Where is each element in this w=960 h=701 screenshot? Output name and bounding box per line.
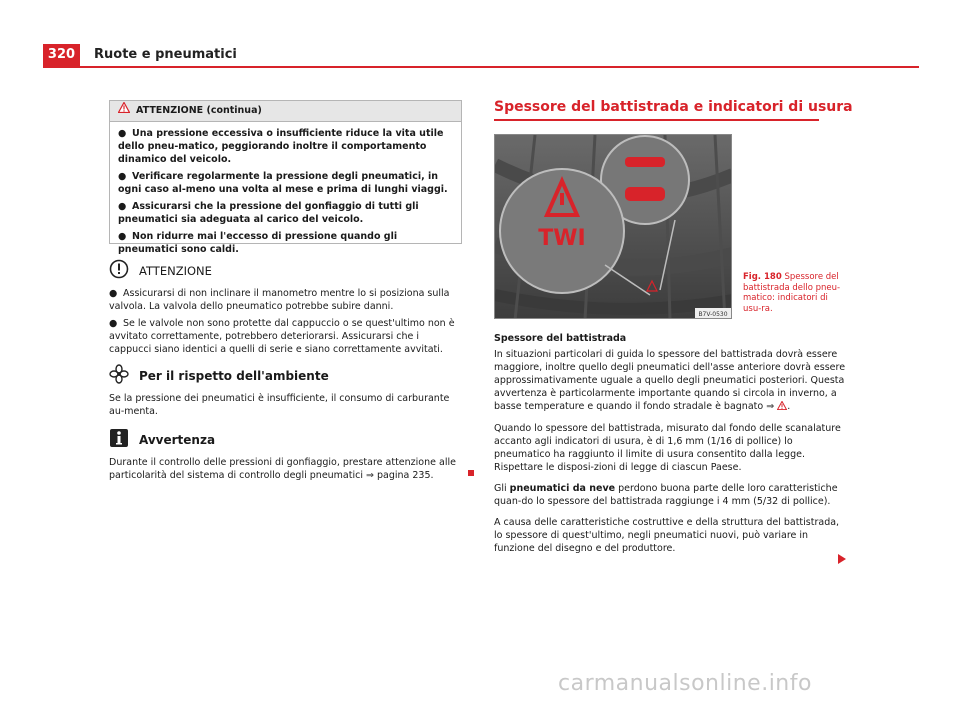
- figure-caption: Fig. 180 Spessore del battistrada dello pneu-matico: indicatori di usu-ra.: [743, 272, 841, 314]
- heading-divider: [494, 119, 819, 121]
- caution-item: ● Assicurarsi di non inclinare il manometro mentre lo si posiziona sulla valvola. La valvola dello pneumatico potrebbe subire danni.: [109, 288, 450, 312]
- warning-item: ● Una pressione eccessiva o insufficiente riduce la vita utile dello pneu-matico, peggiorando inoltre il comportamento dinamico del veicolo.: [118, 128, 444, 165]
- warning-box-title: ATTENZIONE (continua): [136, 105, 262, 116]
- paragraph: In situazioni particolari di guida lo spessore del battistrada dovrà essere maggiore, inoltre quello degli pneumatici dell'asse anteriore dovrà essere approssimativamente uguale a quello degli pneumatici posteriori. Questa avvertenza è particolarmente importante quando si circola in inverno, a basse temperature e quando il fondo stradale è bagnato ⇒ .: [494, 349, 846, 412]
- figure-code: B7V-0530: [698, 311, 728, 318]
- note-section: [109, 428, 464, 486]
- flower-icon: [109, 364, 129, 388]
- caution-title: ATTENZIONE: [139, 264, 212, 278]
- twi-label: TWI: [538, 226, 586, 251]
- continue-arrow-icon[interactable]: [838, 554, 846, 564]
- caution-section: [109, 259, 464, 360]
- section-end-marker: [468, 470, 474, 476]
- paragraph: A causa delle caratteristiche costruttive e della struttura del battistrada, lo spessore di quest'ultimo, negli pneumatici nuovi, può variare in funzione del disegno e del produttore.: [494, 517, 840, 554]
- paragraph: Gli pneumatici da neve perdono buona parte delle loro caratteristiche quan-do lo spessore del battistrada raggiunge i 4 mm (5/32 di pollice).: [494, 483, 838, 507]
- environment-title: Per il rispetto dell'ambiente: [139, 369, 329, 383]
- note-title: Avvertenza: [139, 433, 216, 447]
- note-text: Durante il controllo delle pressioni di gonfiaggio, prestare attenzione alle particolarità del sistema di controllo degli pneumatici ⇒ pagina 235.: [109, 457, 456, 481]
- warning-box-header: [110, 101, 461, 122]
- body-text: [494, 332, 849, 563]
- environment-text: Se la pressione dei pneumatici è insufficiente, il consumo di carburante au-menta.: [109, 393, 450, 417]
- warning-item: ● Verificare regolarmente la pressione degli pneumatici, in ogni caso al-meno una volta al mese e prima di lunghi viaggi.: [118, 171, 448, 195]
- tyre-tread-figure: [494, 134, 732, 319]
- page-number: 320: [43, 44, 80, 66]
- paragraph: Quando lo spessore del battistrada, misurato dal fondo delle scanalature accanto agli indicatori di usura, è di 1,6 mm (1/16 di pollice) lo pneumatico ha raggiunto il limite di usura consentito dalla legge. Rispettare le disposi-zioni di legge di ciascun Paese.: [494, 423, 841, 473]
- chapter-title: Ruote e pneumatici: [94, 47, 237, 62]
- exclamation-circle-icon: [109, 259, 129, 283]
- warning-triangle-icon[interactable]: [777, 401, 787, 414]
- caution-item: ● Se le valvole non sono protette dal cappuccio o se quest'ultimo non è avvitato correttamente, potrebbero deteriorarsi. Assicurarsi che i cappucci siano identici a quelli di serie e siano correttamente avvitati.: [109, 318, 455, 355]
- warning-triangle-icon: [118, 101, 130, 121]
- info-icon: [109, 428, 129, 452]
- main-heading: Spessore del battistrada e indicatori di usura: [494, 99, 853, 115]
- subheading: Spessore del battistrada: [494, 333, 627, 344]
- warning-item: ● Assicurarsi che la pressione del gonfiaggio di tutti gli pneumatici sia adeguata al carico del veicolo.: [118, 201, 419, 225]
- header-divider: [43, 66, 919, 68]
- warning-item: ● Non ridurre mai l'eccesso di pressione quando gli pneumatici sono caldi.: [118, 231, 398, 255]
- environment-section: [109, 364, 464, 422]
- warning-box: [109, 100, 462, 255]
- watermark: carmanualsonline.info: [558, 671, 812, 696]
